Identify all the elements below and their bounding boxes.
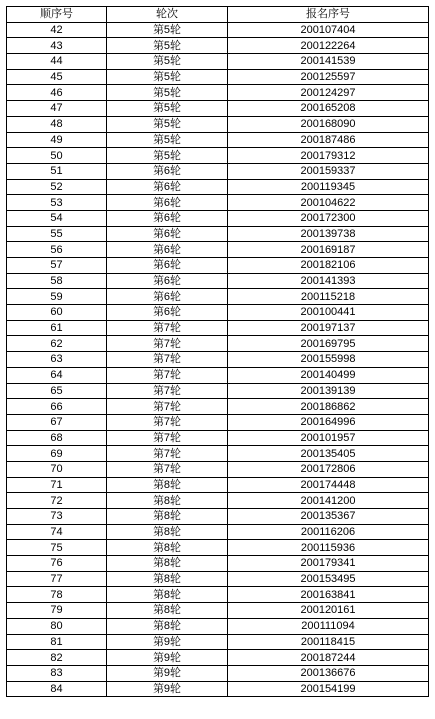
registration-number-cell: 200197137 — [228, 320, 429, 336]
order-number-cell: 51 — [7, 163, 107, 179]
registration-number-cell: 200122264 — [228, 38, 429, 54]
round-cell: 第6轮 — [107, 273, 228, 289]
round-cell: 第9轮 — [107, 665, 228, 681]
table-row — [7, 320, 429, 336]
registration-number-cell: 200111094 — [228, 618, 429, 634]
table-row — [7, 54, 429, 70]
header-order-number: 顺序号 — [7, 7, 107, 23]
order-number-cell: 56 — [7, 242, 107, 258]
table-row — [7, 650, 429, 666]
table-row — [7, 477, 429, 493]
order-number-cell: 76 — [7, 556, 107, 572]
table-row — [7, 38, 429, 54]
registration-number-cell: 200163841 — [228, 587, 429, 603]
table-row — [7, 336, 429, 352]
round-cell: 第6轮 — [107, 210, 228, 226]
registration-number-cell: 200101957 — [228, 430, 429, 446]
round-cell: 第8轮 — [107, 603, 228, 619]
order-number-cell: 43 — [7, 38, 107, 54]
table-row — [7, 461, 429, 477]
round-cell: 第7轮 — [107, 383, 228, 399]
table-row — [7, 195, 429, 211]
table-row — [7, 367, 429, 383]
table-row — [7, 603, 429, 619]
order-number-cell: 50 — [7, 148, 107, 164]
table-row — [7, 383, 429, 399]
registration-number-cell: 200139139 — [228, 383, 429, 399]
registration-number-cell: 200169187 — [228, 242, 429, 258]
order-number-cell: 82 — [7, 650, 107, 666]
order-number-cell: 59 — [7, 289, 107, 305]
registration-number-cell: 200179341 — [228, 556, 429, 572]
round-cell: 第6轮 — [107, 226, 228, 242]
registration-number-cell: 200125597 — [228, 69, 429, 85]
order-number-cell: 55 — [7, 226, 107, 242]
order-number-cell: 65 — [7, 383, 107, 399]
order-number-cell: 68 — [7, 430, 107, 446]
table-body — [7, 22, 429, 697]
table-row — [7, 22, 429, 38]
table-row — [7, 226, 429, 242]
round-cell: 第8轮 — [107, 571, 228, 587]
registration-number-cell: 200141200 — [228, 493, 429, 509]
order-number-cell: 64 — [7, 367, 107, 383]
round-cell: 第7轮 — [107, 461, 228, 477]
order-number-cell: 80 — [7, 618, 107, 634]
table-row — [7, 399, 429, 415]
round-cell: 第8轮 — [107, 509, 228, 525]
round-cell: 第7轮 — [107, 399, 228, 415]
registration-number-cell: 200187486 — [228, 132, 429, 148]
registration-number-cell: 200116206 — [228, 524, 429, 540]
table-row — [7, 414, 429, 430]
table-row — [7, 446, 429, 462]
round-cell: 第6轮 — [107, 195, 228, 211]
order-number-cell: 58 — [7, 273, 107, 289]
round-cell: 第6轮 — [107, 163, 228, 179]
registration-number-cell: 200135405 — [228, 446, 429, 462]
order-number-cell: 73 — [7, 509, 107, 525]
table-row — [7, 273, 429, 289]
order-number-cell: 52 — [7, 179, 107, 195]
registration-number-cell: 200139738 — [228, 226, 429, 242]
registration-number-cell: 200141393 — [228, 273, 429, 289]
registration-number-cell: 200172806 — [228, 461, 429, 477]
registration-number-cell: 200115936 — [228, 540, 429, 556]
table-row — [7, 524, 429, 540]
registration-number-cell: 200140499 — [228, 367, 429, 383]
round-cell: 第8轮 — [107, 618, 228, 634]
round-cell: 第7轮 — [107, 320, 228, 336]
registration-number-cell: 200155998 — [228, 352, 429, 368]
table-row — [7, 242, 429, 258]
round-cell: 第6轮 — [107, 258, 228, 274]
table-row — [7, 509, 429, 525]
order-number-cell: 42 — [7, 22, 107, 38]
round-cell: 第6轮 — [107, 179, 228, 195]
registration-number-cell: 200124297 — [228, 85, 429, 101]
round-cell: 第8轮 — [107, 524, 228, 540]
round-cell: 第5轮 — [107, 85, 228, 101]
round-cell: 第5轮 — [107, 54, 228, 70]
order-number-cell: 63 — [7, 352, 107, 368]
table-row — [7, 618, 429, 634]
registration-number-cell: 200153495 — [228, 571, 429, 587]
registration-number-cell: 200172300 — [228, 210, 429, 226]
registration-number-cell: 200100441 — [228, 305, 429, 321]
round-cell: 第9轮 — [107, 650, 228, 666]
table-row — [7, 540, 429, 556]
order-number-cell: 70 — [7, 461, 107, 477]
table-row — [7, 69, 429, 85]
table-row — [7, 305, 429, 321]
header-row — [7, 7, 429, 23]
order-number-cell: 53 — [7, 195, 107, 211]
table-row — [7, 101, 429, 117]
registration-number-cell: 200168090 — [228, 116, 429, 132]
registration-number-cell: 200115218 — [228, 289, 429, 305]
order-number-cell: 49 — [7, 132, 107, 148]
order-number-cell: 84 — [7, 681, 107, 697]
table-row — [7, 258, 429, 274]
round-cell: 第8轮 — [107, 587, 228, 603]
table-row — [7, 148, 429, 164]
registration-number-cell: 200187244 — [228, 650, 429, 666]
header-registration-number: 报名序号 — [228, 7, 429, 23]
header-round: 轮次 — [107, 7, 228, 23]
round-cell: 第8轮 — [107, 556, 228, 572]
round-cell: 第9轮 — [107, 681, 228, 697]
table-row — [7, 132, 429, 148]
table-row — [7, 681, 429, 697]
order-number-cell: 57 — [7, 258, 107, 274]
order-number-cell: 60 — [7, 305, 107, 321]
order-number-cell: 67 — [7, 414, 107, 430]
order-number-cell: 69 — [7, 446, 107, 462]
table-row — [7, 85, 429, 101]
table-row — [7, 556, 429, 572]
registration-number-cell: 200135367 — [228, 509, 429, 525]
order-number-cell: 72 — [7, 493, 107, 509]
round-cell: 第8轮 — [107, 493, 228, 509]
order-number-cell: 78 — [7, 587, 107, 603]
order-number-cell: 66 — [7, 399, 107, 415]
order-number-cell: 75 — [7, 540, 107, 556]
round-cell: 第5轮 — [107, 38, 228, 54]
round-cell: 第5轮 — [107, 22, 228, 38]
registration-number-cell: 200174448 — [228, 477, 429, 493]
round-cell: 第7轮 — [107, 336, 228, 352]
round-cell: 第7轮 — [107, 352, 228, 368]
draw-order-table — [6, 6, 429, 697]
registration-number-cell: 200119345 — [228, 179, 429, 195]
table-row — [7, 289, 429, 305]
registration-number-cell: 200107404 — [228, 22, 429, 38]
order-number-cell: 54 — [7, 210, 107, 226]
registration-number-cell: 200104622 — [228, 195, 429, 211]
registration-number-cell: 200179312 — [228, 148, 429, 164]
registration-number-cell: 200154199 — [228, 681, 429, 697]
table-row — [7, 163, 429, 179]
round-cell: 第5轮 — [107, 116, 228, 132]
round-cell: 第7轮 — [107, 367, 228, 383]
round-cell: 第6轮 — [107, 242, 228, 258]
round-cell: 第5轮 — [107, 69, 228, 85]
round-cell: 第5轮 — [107, 148, 228, 164]
table-row — [7, 587, 429, 603]
order-number-cell: 74 — [7, 524, 107, 540]
order-number-cell: 83 — [7, 665, 107, 681]
order-number-cell: 79 — [7, 603, 107, 619]
registration-number-cell: 200169795 — [228, 336, 429, 352]
table-row — [7, 179, 429, 195]
registration-number-cell: 200120161 — [228, 603, 429, 619]
registration-number-cell: 200141539 — [228, 54, 429, 70]
table-row — [7, 571, 429, 587]
order-number-cell: 61 — [7, 320, 107, 336]
order-number-cell: 62 — [7, 336, 107, 352]
registration-number-cell: 200182106 — [228, 258, 429, 274]
round-cell: 第6轮 — [107, 289, 228, 305]
registration-number-cell: 200165208 — [228, 101, 429, 117]
round-cell: 第8轮 — [107, 540, 228, 556]
order-number-cell: 48 — [7, 116, 107, 132]
registration-number-cell: 200186862 — [228, 399, 429, 415]
order-number-cell: 45 — [7, 69, 107, 85]
order-number-cell: 81 — [7, 634, 107, 650]
round-cell: 第8轮 — [107, 477, 228, 493]
table-row — [7, 116, 429, 132]
round-cell: 第5轮 — [107, 101, 228, 117]
round-cell: 第9轮 — [107, 634, 228, 650]
order-number-cell: 46 — [7, 85, 107, 101]
table-row — [7, 493, 429, 509]
round-cell: 第6轮 — [107, 305, 228, 321]
order-number-cell: 47 — [7, 101, 107, 117]
table-row — [7, 352, 429, 368]
round-cell: 第7轮 — [107, 446, 228, 462]
registration-number-cell: 200164996 — [228, 414, 429, 430]
order-number-cell: 77 — [7, 571, 107, 587]
table-row — [7, 430, 429, 446]
table-row — [7, 210, 429, 226]
round-cell: 第5轮 — [107, 132, 228, 148]
registration-number-cell: 200159337 — [228, 163, 429, 179]
registration-number-cell: 200118415 — [228, 634, 429, 650]
registration-number-cell: 200136676 — [228, 665, 429, 681]
round-cell: 第7轮 — [107, 414, 228, 430]
table-row — [7, 665, 429, 681]
table-row — [7, 634, 429, 650]
order-number-cell: 44 — [7, 54, 107, 70]
round-cell: 第7轮 — [107, 430, 228, 446]
order-number-cell: 71 — [7, 477, 107, 493]
